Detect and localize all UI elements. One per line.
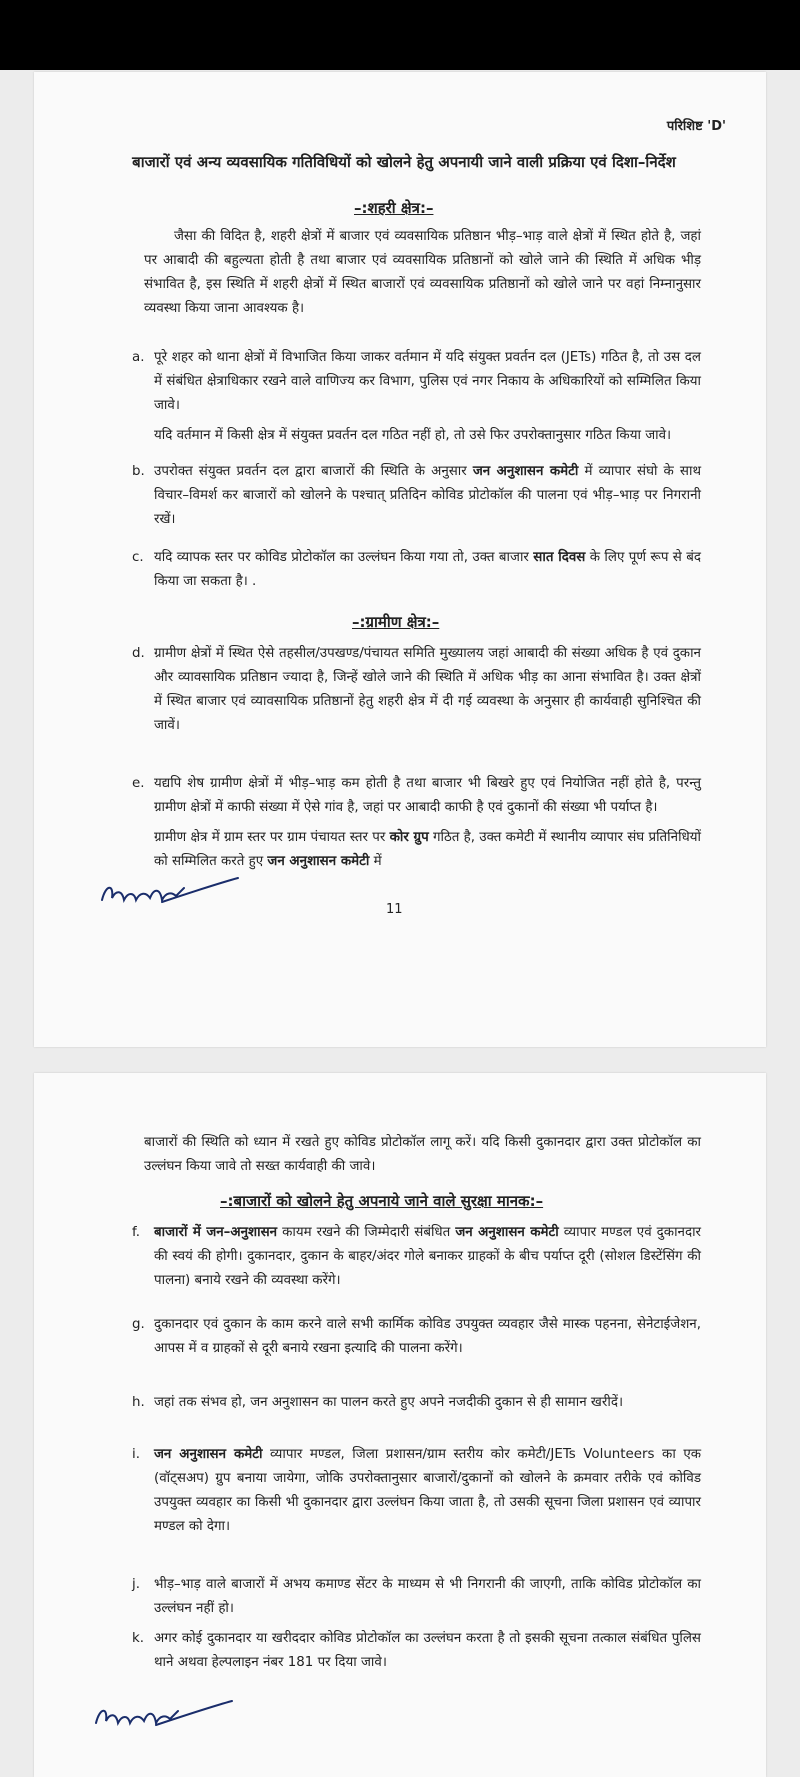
annexure-label: परिशिष्ट 'D'	[666, 119, 726, 134]
item-marker: j.	[132, 1577, 140, 1592]
page-number: 11	[386, 902, 403, 917]
list-item-j	[132, 1573, 701, 1621]
safety-heading: –:बाजारों को खोलने हेतु अपनाये जाने वाले सुरक्षा मानक:–	[220, 1192, 544, 1210]
item-marker: k.	[132, 1631, 145, 1646]
item-g-text: दुकानदार एवं दुकान के काम करने वाले सभी कार्मिक कोविड उपयुक्त व्यवहार जैसे मास्क पहनना, सेनेटाईजेशन, आपस में व ग्राहकों से दूरी बनाये रखना इत्यादि की पालना करेंगे।	[154, 1317, 701, 1356]
rural-heading: –:ग्रामीण क्षेत्र:–	[352, 613, 440, 631]
continuation-paragraph: बाजारों की स्थिति को ध्यान में रखते हुए कोविड प्रोटोकॉल लागू करें। यदि किसी दुकानदार द्वारा उक्त प्रोटोकॉल का उल्लंघन किया जावे तो सख्त कार्यवाही की जावे।	[144, 1135, 701, 1174]
item-e-continuation: ग्रामीण क्षेत्र में ग्राम स्तर पर ग्राम पंचायत स्तर पर कोर ग्रुप गठित है, उक्त कमेटी में स्थानीय व्यापार संघ प्रतिनिधियों को सम्मिलित करते हुए जन अनुशासन कमेटी में	[154, 830, 702, 869]
list-item-k	[132, 1627, 701, 1675]
urban-heading: –:शहरी क्षेत्र:–	[354, 199, 434, 217]
item-e-text: यद्यपि शेष ग्रामीण क्षेत्रों में भीड़–भाड़ कम होती है तथा बाजार भी बिखरे हुए एवं नियोजित नहीं होते है, परन्तु ग्रामीण क्षेत्रों में काफी संख्या में ऐसे गांव है, जहां पर आबादी काफी है एवं दुकानों की संख्या भी पर्याप्त है।	[154, 776, 701, 815]
document-page-2	[34, 1073, 766, 1777]
list-item-h	[132, 1391, 701, 1415]
item-h-text: जहां तक संभव हो, जन अनुशासन का पालन करते हुए अपने नजदीकी दुकान से ही सामान खरीदें।	[154, 1395, 624, 1410]
list-item-f	[132, 1221, 702, 1293]
list-item-i	[132, 1443, 702, 1539]
item-marker: a.	[132, 350, 145, 365]
signature-icon	[90, 1693, 240, 1738]
item-d-text: ग्रामीण क्षेत्रों में स्थित ऐसे तहसील/उपखण्ड/पंचायत समिति मुख्यालय जहां आबादी की संख्या अधिक है एवं दुकान और व्यावसायिक प्रतिष्ठान ज्यादा है, जिन्हें खोले जाने की स्थिति में अधिक भीड़ का आना संभावित है। उक्त क्षेत्रों में स्थित बाजार एवं व्यावसायिक प्रतिष्ठानों हेतु शहरी क्षेत्र में दी गई व्यवस्था के अनुसार ही कार्यवाही सुनिश्चित की जावें।	[154, 646, 701, 733]
item-marker: c.	[132, 550, 144, 565]
item-k-text: अगर कोई दुकानदार या खरीददार कोविड प्रोटोकॉल का उल्लंघन करता है तो इसकी सूचना तत्काल संबंधित पुलिस थाने अथवा हेल्पलाइन नंबर 181 पर दिया जावे।	[154, 1631, 701, 1670]
item-marker: i.	[132, 1447, 140, 1462]
item-c-text: यदि व्यापक स्तर पर कोविड प्रोटोकॉल का उल्लंघन किया गया तो, उक्त बाजार सात दिवस के लिए पूर्ण रूप से बंद किया जा सकता है। .	[154, 550, 702, 589]
item-marker: b.	[132, 464, 145, 479]
list-item-d	[132, 642, 701, 738]
item-b-text: उपरोक्त संयुक्त प्रवर्तन दल द्वारा बाजारों की स्थिति के अनुसार जन अनुशासन कमेटी में व्यापार संघो के साथ विचार–विमर्श कर बाजारों को खोलने के पश्चात् प्रतिदिन कोविड प्रोटोकॉल की पालना एवं भीड़–भाड़ पर निगरानी रखें।	[154, 464, 701, 527]
item-j-text: भीड़–भाड़ वाले बाजारों में अभय कमाण्ड सेंटर के माध्यम से भी निगरानी की जाएगी, ताकि कोविड प्रोटोकॉल का उल्लंघन नहीं हो।	[154, 1577, 701, 1616]
item-i-text: जन अनुशासन कमेटी व्यापार मण्डल, जिला प्रशासन/ग्राम स्तरीय कोर कमेटी/JETs Volunteers का एक (वॉट्सअप) ग्रुप बनाया जायेगा, जोकि उपरोक्तानुसार बाजारों/दुकानों को खोलने के क्रमवार तरीके एवं कोविड उपयुक्त व्यवहार का किसी भी दुकानदार द्वारा उल्लंघन किया जाता है, तो उसकी सूचना जिला प्रशासन एवं व्यापार मण्डल को देगा।	[154, 1447, 702, 1534]
item-marker: f.	[132, 1225, 140, 1240]
item-marker: d.	[132, 646, 145, 661]
item-marker: e.	[132, 776, 145, 791]
document-title: बाजारों एवं अन्य व्यवसायिक गतिविधियों को खोलने हेतु अपनायी जाने वाली प्रक्रिया एवं दिशा–निर्देश	[132, 153, 676, 171]
urban-intro-paragraph: जैसा की विदित है, शहरी क्षेत्रों में बाजार एवं व्यवसायिक प्रतिष्ठान भीड़–भाड़ वाले क्षेत्रों में स्थित होते है, जहां पर आबादी की बहुल्यता होती है तथा बाजार एवं व्यवसायिक प्रतिष्ठानों को खोले जाने की स्थिति में अधिक भीड़ संभावित है, इस स्थिति में शहरी क्षेत्रों में स्थित बाजारों एवं व्यवसायिक प्रतिष्ठानों को खोले जाने पर वहां निम्नानुसार व्यवस्था किया जाना आवश्यक है।	[144, 229, 701, 316]
item-a-continuation: यदि वर्तमान में किसी क्षेत्र में संयुक्त प्रवर्तन दल गठित नहीं हो, तो उसे फिर उपरोक्तानुसार गठित किया जावे।	[154, 428, 672, 443]
list-item-e	[132, 772, 702, 874]
document-page-1	[34, 72, 766, 1047]
list-item-c	[132, 546, 702, 594]
signature-icon	[96, 870, 246, 915]
item-marker: g.	[132, 1317, 145, 1332]
list-item-a	[132, 346, 701, 448]
list-item-b	[132, 460, 701, 532]
item-marker: h.	[132, 1395, 145, 1410]
item-a-text: पूरे शहर को थाना क्षेत्रों में विभाजित किया जाकर वर्तमान में यदि संयुक्त प्रवर्तन दल (JETs) गठित है, तो उस दल में संबंधित क्षेत्राधिकार रखने वाले वाणिज्य कर विभाग, पुलिस एवं नगर निकाय के अधिकारियों को सम्मिलित किया जावे।	[154, 350, 701, 413]
list-item-g	[132, 1313, 701, 1361]
item-f-text: बाजारों में जन–अनुशासन कायम रखने की जिम्मेदारी संबंधित जन अनुशासन कमेटी व्यापार मण्डल एवं दुकानदार की स्वयं की होगी। दुकानदार, दुकान के बाहर/अंदर गोले बनाकर ग्राहकों के बीच पर्याप्त दूरी (सोशल डिस्टेंसिंग की पालना) बनाये रखने की व्यवस्था करेंगे।	[154, 1225, 702, 1288]
top-status-bar	[0, 0, 800, 70]
